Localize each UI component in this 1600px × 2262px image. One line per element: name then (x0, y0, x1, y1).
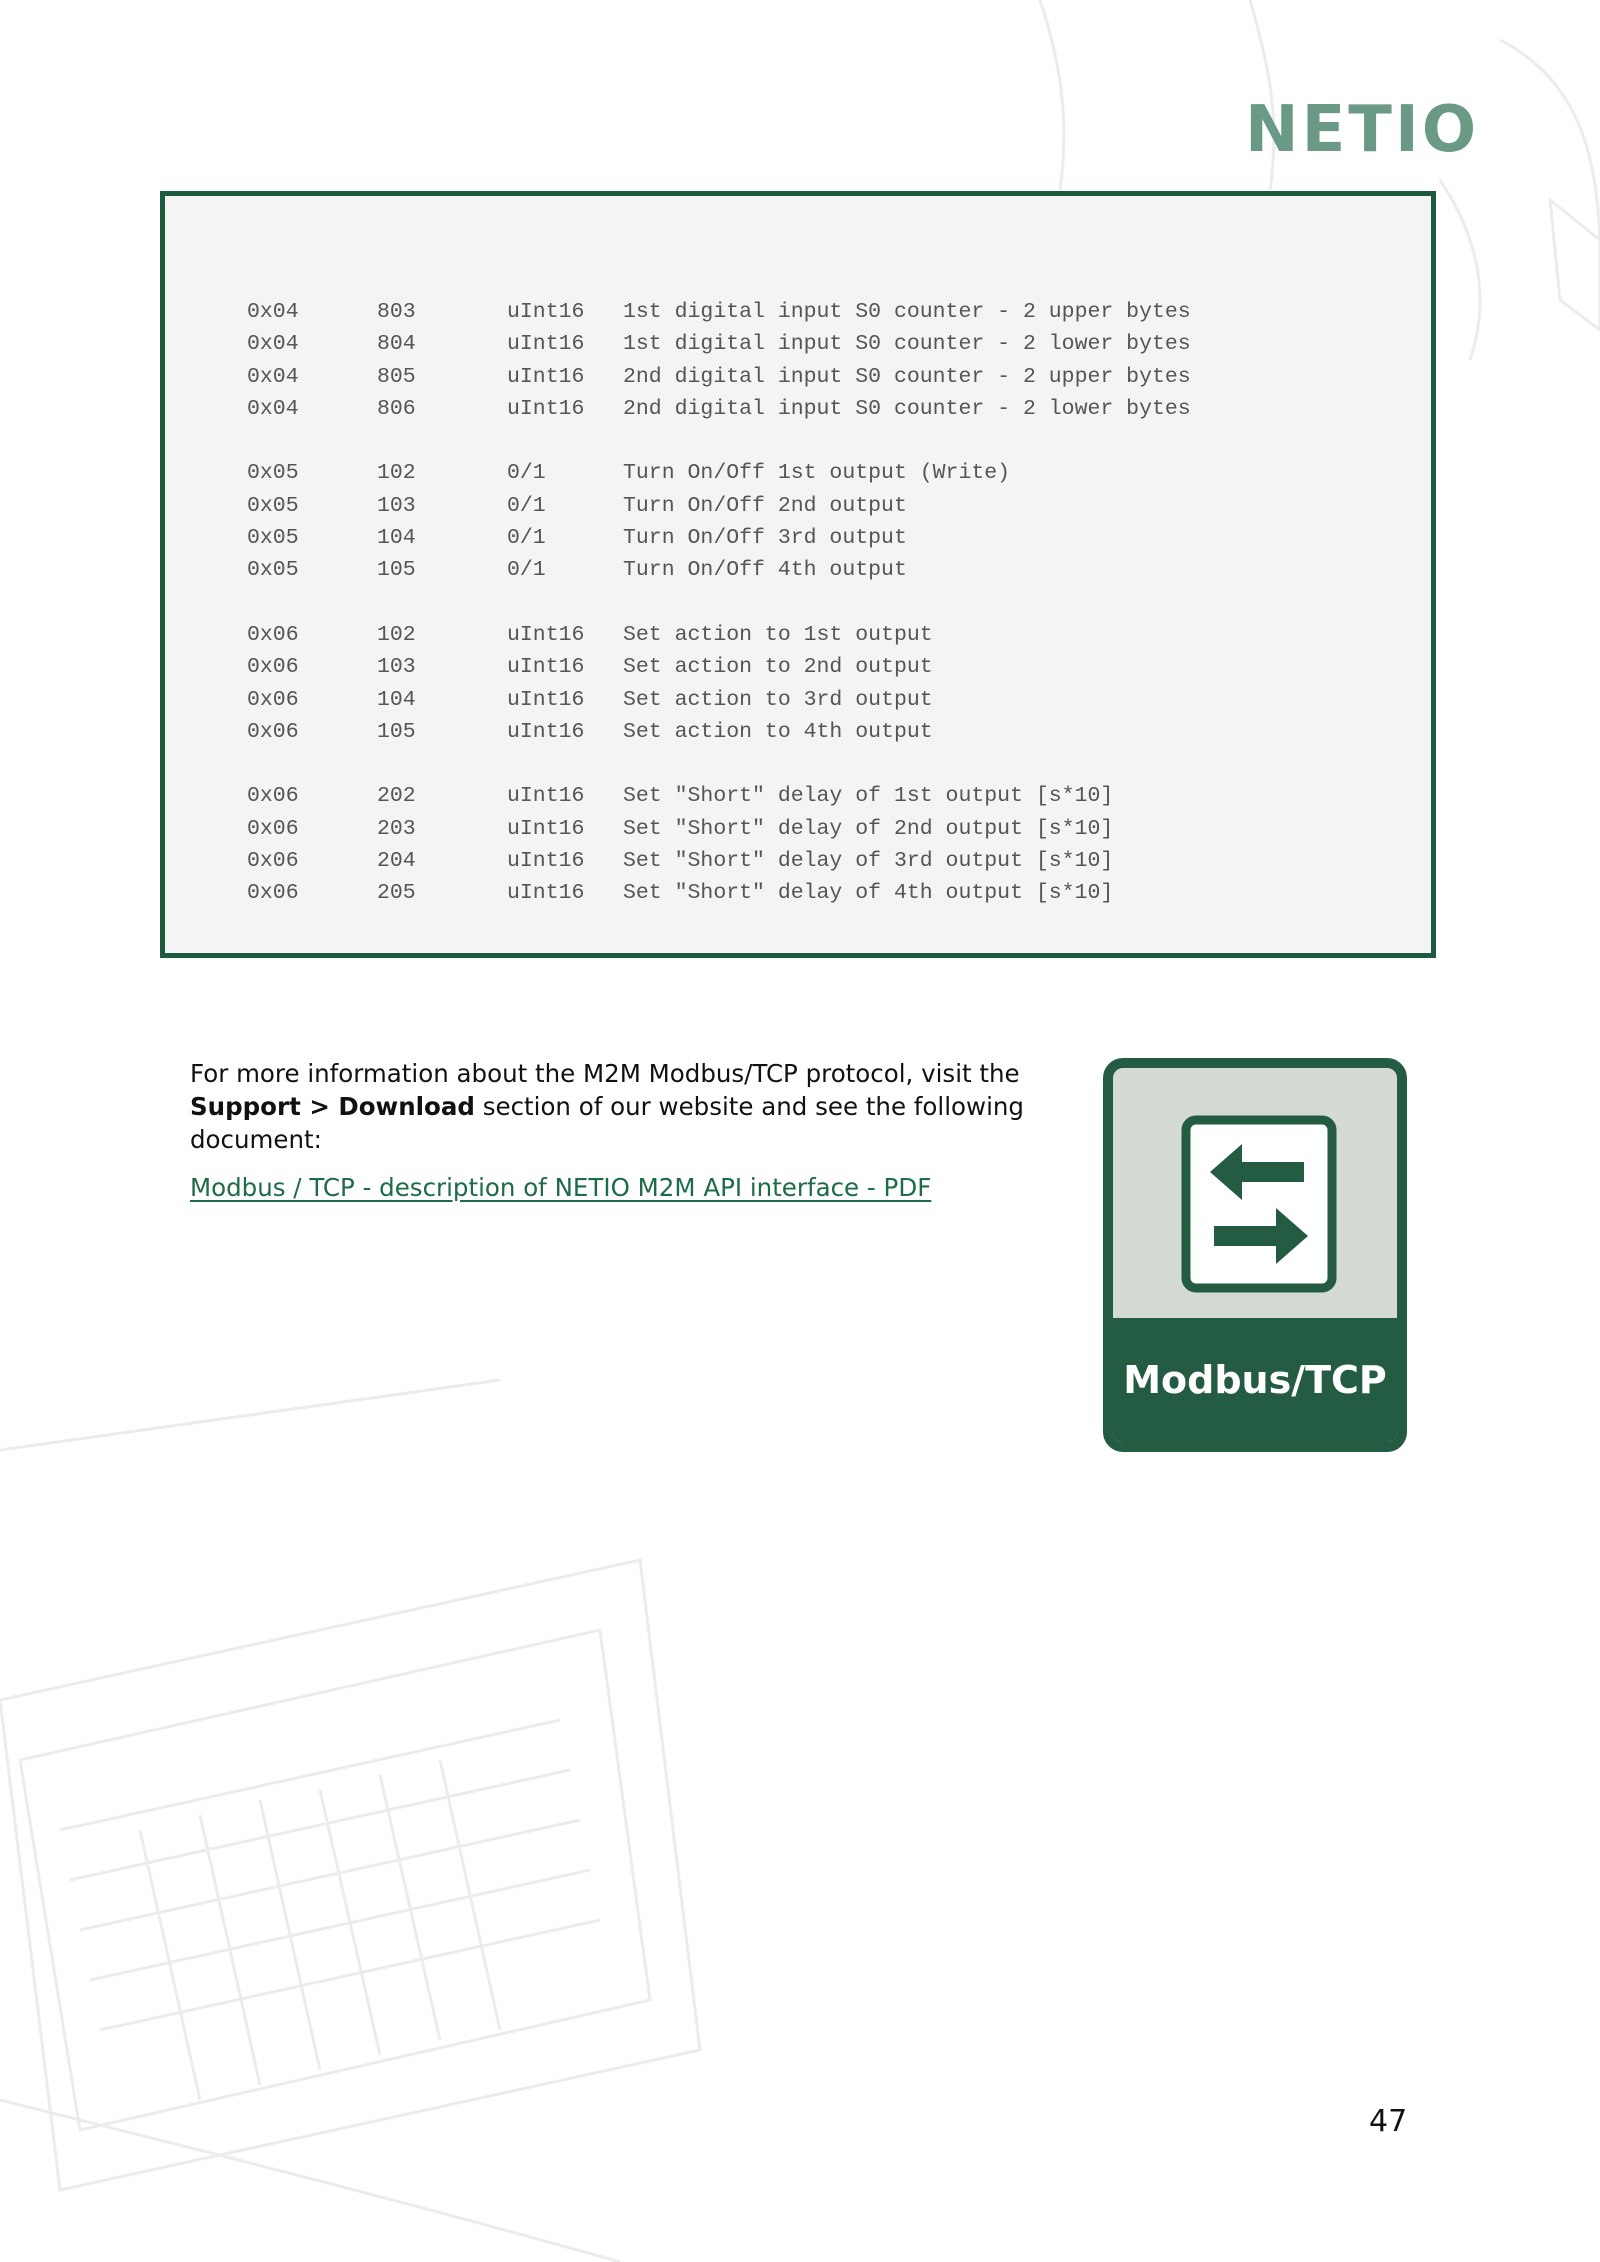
data-type: uInt16 (507, 622, 585, 647)
register-address: 803 (377, 300, 416, 324)
data-type: 0/1 (507, 493, 546, 518)
register-row (247, 296, 1431, 328)
register-address: 103 (377, 655, 416, 680)
function-code: 0x06 (247, 719, 299, 744)
register-address: 105 (377, 558, 416, 583)
register-row (247, 457, 1431, 489)
data-type: uInt16 (507, 881, 585, 906)
function-code: 0x05 (247, 526, 299, 551)
register-description: 1st digital input S0 counter - 2 upper bytes (623, 300, 1191, 324)
netio-logo: NETIO (1245, 93, 1480, 167)
function-code: 0x06 (247, 655, 299, 680)
register-address: 105 (377, 719, 416, 744)
badge-label: Modbus/TCP (1113, 1318, 1397, 1442)
function-code: 0x06 (247, 849, 299, 874)
register-description: Set "Short" delay of 4th output [s*10] (623, 881, 1114, 906)
data-type: uInt16 (507, 816, 585, 841)
register-description: Set action to 1st output (623, 622, 933, 647)
page-number: 47 (1369, 2104, 1408, 2139)
register-description: Turn On/Off 1st output (Write) (623, 461, 1011, 486)
function-code: 0x04 (247, 364, 299, 389)
register-address: 204 (377, 849, 416, 874)
register-description: Set action to 3rd output (623, 687, 933, 712)
data-type: uInt16 (507, 719, 585, 744)
data-type: uInt16 (507, 396, 585, 421)
register-description: 1st digital input S0 counter - 2 lower bytes (623, 332, 1191, 357)
register-row (247, 393, 1431, 425)
register-row (247, 328, 1431, 360)
data-type: uInt16 (507, 687, 585, 712)
data-type: 0/1 (507, 461, 546, 486)
register-row (247, 845, 1431, 877)
register-row (247, 716, 1431, 748)
register-row (247, 554, 1431, 586)
function-code: 0x04 (247, 332, 299, 357)
function-code: 0x04 (247, 300, 299, 324)
data-type: uInt16 (507, 300, 585, 324)
register-row (247, 361, 1431, 393)
info-line-2: section of our website and see the following (474, 1092, 1024, 1121)
function-code: 0x06 (247, 816, 299, 841)
register-description: Turn On/Off 2nd output (623, 493, 907, 518)
data-type: uInt16 (507, 364, 585, 389)
register-row (247, 877, 1431, 909)
register-address: 205 (377, 881, 416, 906)
register-description: Turn On/Off 3rd output (623, 526, 907, 551)
register-address: 805 (377, 364, 416, 389)
register-address: 102 (377, 622, 416, 647)
register-address: 102 (377, 461, 416, 486)
register-description: Set action to 2nd output (623, 655, 933, 680)
function-code: 0x05 (247, 461, 299, 486)
function-code: 0x06 (247, 784, 299, 809)
data-type: uInt16 (507, 849, 585, 874)
register-description: Set action to 4th output (623, 719, 933, 744)
info-paragraph (190, 1057, 1070, 1156)
register-row (247, 490, 1431, 522)
register-row (247, 522, 1431, 554)
download-label: Download (338, 1092, 475, 1121)
register-address: 104 (377, 526, 416, 551)
register-address: 804 (377, 332, 416, 357)
data-type: uInt16 (507, 332, 585, 357)
register-address: 104 (377, 687, 416, 712)
register-description: Set "Short" delay of 1st output [s*10] (623, 784, 1114, 809)
register-code-block (160, 191, 1436, 958)
path-separator: > (300, 1092, 339, 1121)
register-description: Turn On/Off 4th output (623, 558, 907, 583)
register-row (247, 780, 1431, 812)
function-code: 0x05 (247, 493, 299, 518)
modbus-tcp-badge (1103, 1058, 1407, 1452)
info-section (190, 1057, 1070, 1204)
function-code: 0x04 (247, 396, 299, 421)
register-row (247, 651, 1431, 683)
support-label: Support (190, 1092, 301, 1121)
modbus-pdf-link[interactable]: Modbus / TCP - description of NETIO M2M API interface - PDF (190, 1173, 932, 1202)
function-code: 0x06 (247, 881, 299, 906)
data-type: 0/1 (507, 558, 546, 583)
register-row (247, 684, 1431, 716)
register-address: 806 (377, 396, 416, 421)
data-type: 0/1 (507, 526, 546, 551)
data-type: uInt16 (507, 655, 585, 680)
function-code: 0x06 (247, 687, 299, 712)
register-address: 103 (377, 493, 416, 518)
register-address: 202 (377, 784, 416, 809)
register-address: 203 (377, 816, 416, 841)
register-row (247, 619, 1431, 651)
info-line-1: For more information about the M2M Modbus/TCP protocol, visit the (190, 1059, 1020, 1088)
data-type: uInt16 (507, 784, 585, 809)
register-row (247, 813, 1431, 845)
function-code: 0x06 (247, 622, 299, 647)
arrows-exchange-icon (1180, 1114, 1338, 1294)
function-code: 0x05 (247, 558, 299, 583)
register-description: 2nd digital input S0 counter - 2 lower bytes (623, 396, 1191, 421)
info-line-3: document: (190, 1125, 322, 1154)
register-description: 2nd digital input S0 counter - 2 upper bytes (623, 364, 1191, 389)
register-description: Set "Short" delay of 3rd output [s*10] (623, 849, 1114, 874)
register-description: Set "Short" delay of 2nd output [s*10] (623, 816, 1114, 841)
